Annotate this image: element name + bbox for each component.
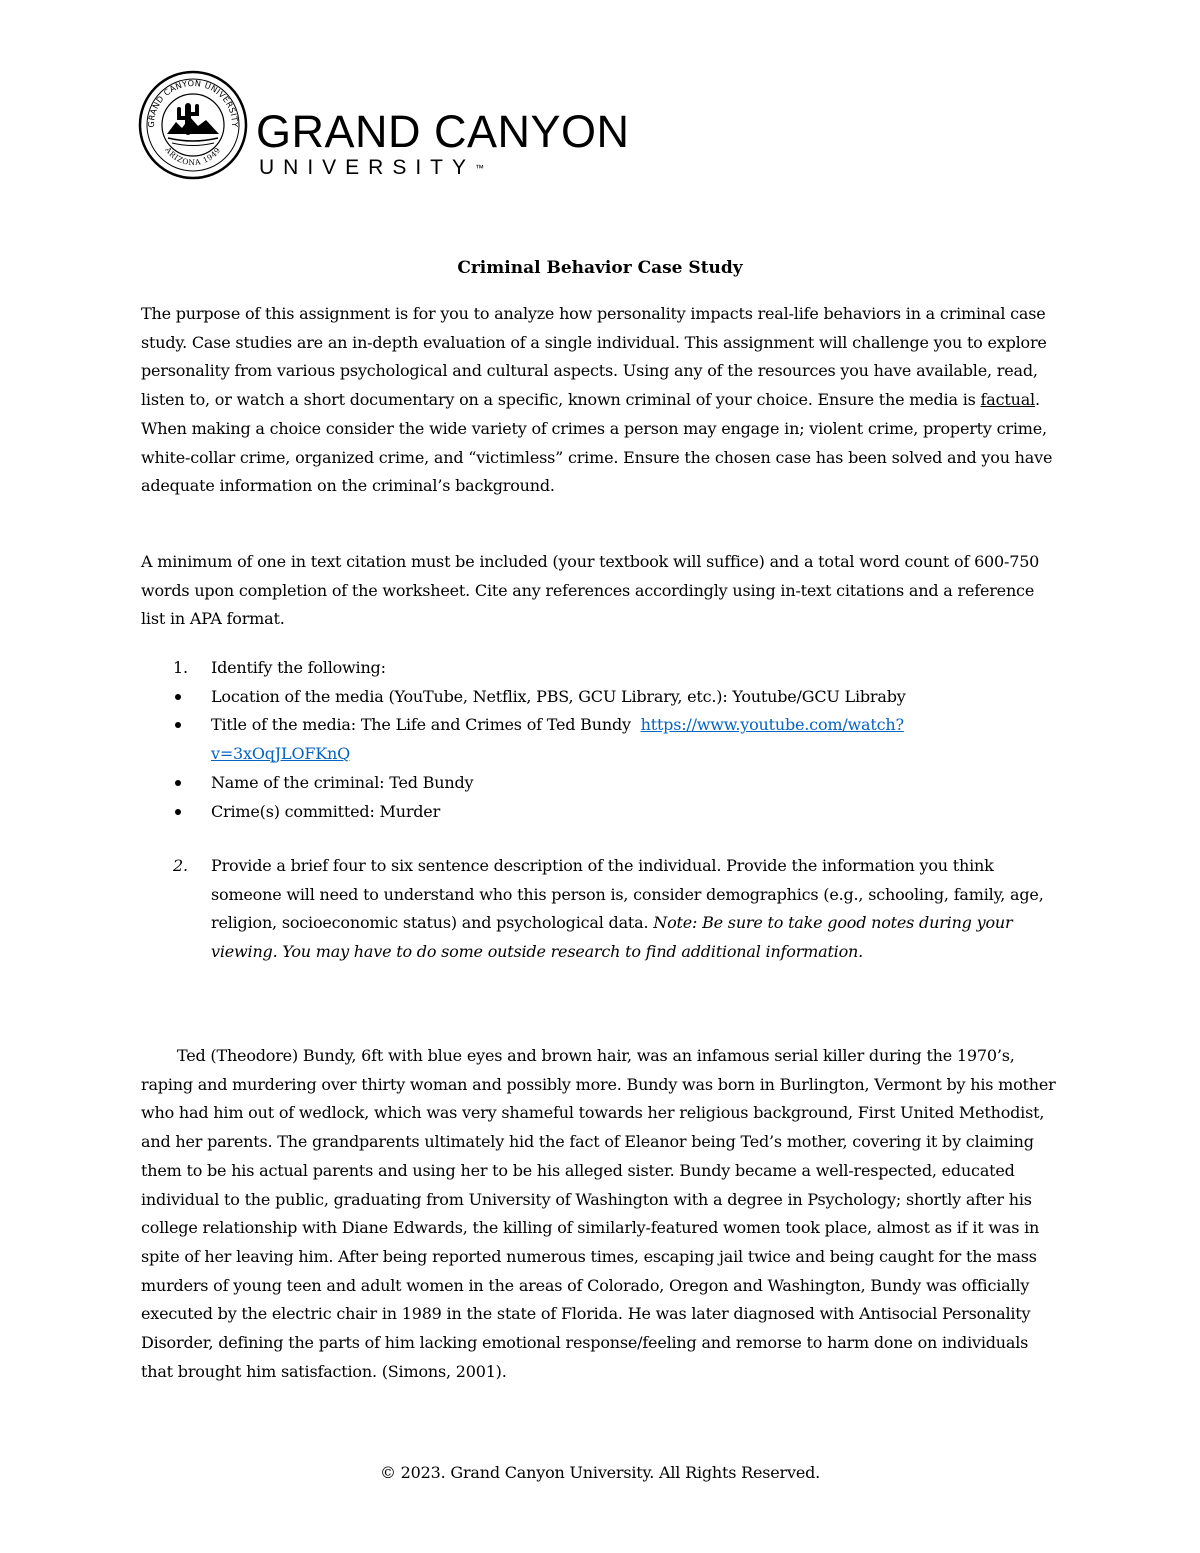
svg-text:GRAND CANYON UNIVERSITY: GRAND CANYON UNIVERSITY: [145, 77, 241, 128]
list-number: 2.: [173, 856, 188, 875]
university-wordmark: [256, 108, 630, 180]
description-item: [141, 852, 1059, 967]
requirements-paragraph: A minimum of one in text citation must be included (your textbook will suffice) and a total word count of 600-750 words upon completion of the worksheet. Cite any references accordingly using in-text citations and a reference list in APA format.: [141, 552, 1040, 629]
bullet-icon: [175, 694, 181, 700]
list-item-2: 2. Provide a brief four to six sentence description of the individual. Provide the information you think someone will need to understand who this person is, consider demographics (e.g., schooling, family, age, religion, socioeconomic status) and psychological data. Note: Be sure to take good notes during your viewing. You may have to do some outside research to find additional information.: [141, 852, 1059, 967]
identify-list: [141, 654, 1059, 826]
intro-paragraph: The purpose of this assignment is for you to analyze how personality impacts real-life behaviors in a criminal case study. Case studies are an in-depth evaluation of a single individual. This assignment will challenge you to explore personality from various psychological and cultural aspects. Using any of the resources you have available, read, listen to, or watch a short documentary on a specific, known criminal of your choice. Ensure the media is factual. When making a choice consider the wide variety of crimes a person may engage in; violent crime, property crime, white-collar crime, organized crime, and “victimless” crime. Ensure the chosen case has been solved and you have adequate information on the criminal’s background.: [141, 304, 1053, 496]
university-seal-icon: [138, 70, 248, 180]
list-item-1: 1. Identify the following:: [141, 654, 1059, 683]
university-logo: [138, 70, 628, 190]
bullet-icon: [175, 780, 181, 786]
svg-text:ARIZONA 1949: ARIZONA 1949: [163, 145, 223, 168]
wordmark-university: UNIVERSITY: [259, 156, 476, 179]
italic-note: Note: Be sure to take good notes during your viewing. You may have to do some outside research to find additional information.: [211, 913, 1013, 962]
factual-underline: factual: [980, 390, 1035, 410]
bullet-crimes: Crime(s) committed: Murder: [141, 798, 1059, 827]
list-number: 1.: [173, 658, 188, 677]
bullet-icon: [175, 809, 181, 815]
copyright-footer: © 2023. Grand Canyon University. All Rights Reserved.: [379, 1463, 821, 1482]
bullet-icon: [175, 722, 181, 728]
bullet-criminal: Name of the criminal: Ted Bundy: [141, 769, 1059, 798]
trademark-symbol: ™: [475, 163, 485, 173]
wordmark-name: GRAND CANYON: [256, 106, 630, 157]
bullet-location: Location of the media (YouTube, Netflix, PBS, GCU Library, etc.): Youtube/GCU Libraby: [141, 683, 1059, 712]
page-title: Criminal Behavior Case Study: [457, 258, 743, 278]
youtube-link[interactable]: https://www.youtube.com/watch?: [640, 715, 904, 735]
youtube-link-continued[interactable]: v=3xOqJLOFKnQ: [211, 744, 351, 764]
bullet-title: Title of the media: The Life and Crimes of Ted Bundy https://www.youtube.com/watch? v=3xOqJLOFKnQ: [141, 711, 1059, 768]
answer-paragraph: Ted (Theodore) Bundy, 6ft with blue eyes and brown hair, was an infamous serial killer during the 1970’s, raping and murdering over thirty woman and possibly more. Bundy was born in Burlington, Vermont by his mother who had him out of wedlock, which was very shameful towards her religious background, First United Methodist, and her parents. The grandparents ultimately hid the fact of Eleanor being Ted’s mother, covering it by claiming them to be his actual parents and using her to be his alleged sister. Bundy became a well-respected, educated individual to the public, graduating from University of Washington with a degree in Psychology; shortly after his college relationship with Diane Edwards, the killing of similarly-featured women took place, almost as if it was in spite of her leaving him. After being reported numerous times, escaping jail twice and being caught for the mass murders of young teen and adult women in the areas of Colorado, Oregon and Washington, Bundy was officially executed by the electric chair in 1989 in the state of Florida. He was later diagnosed with Antisocial Personality Disorder, defining the parts of him lacking emotional response/feeling and remorse to harm done on individuals that brought him satisfaction. (Simons, 2001).: [141, 1046, 1056, 1381]
